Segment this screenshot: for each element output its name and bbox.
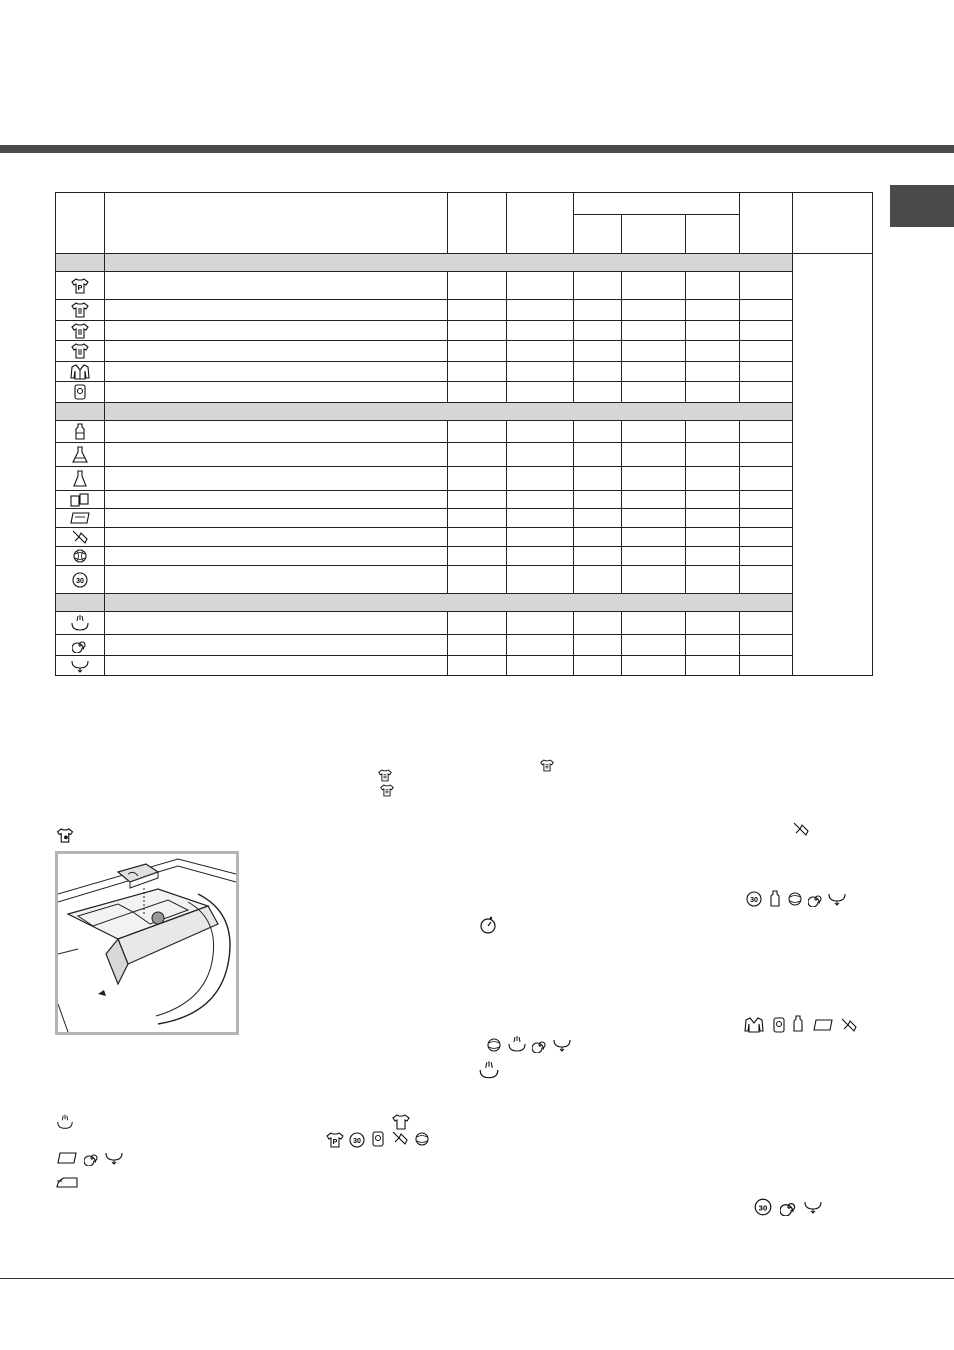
section-header-row xyxy=(56,594,873,612)
spin-icon xyxy=(808,891,824,907)
shirt-p-icon xyxy=(56,272,105,300)
header-cell-load xyxy=(507,193,574,254)
express-30-icon xyxy=(745,890,763,908)
header-cell-temp xyxy=(448,193,507,254)
table-row xyxy=(56,443,873,467)
tray-icon xyxy=(812,1018,834,1032)
svg-text:30: 30 xyxy=(750,897,758,904)
table-row xyxy=(56,566,873,594)
rinse-icon xyxy=(56,1113,74,1131)
flask-small-icon xyxy=(56,467,105,491)
wool-ball-icon xyxy=(787,891,803,907)
shirt-stain-icon xyxy=(56,828,74,843)
shirt-lines-icon xyxy=(56,300,105,321)
section-cell xyxy=(56,254,105,272)
flask-icon xyxy=(56,443,105,467)
express-30-icon xyxy=(753,1197,773,1217)
baby-bottle-icon xyxy=(768,890,782,908)
section-cell xyxy=(105,594,793,612)
tray-icon xyxy=(56,1151,78,1165)
table-row xyxy=(56,272,873,300)
table-row xyxy=(56,421,873,443)
header-cell-softener xyxy=(686,215,740,254)
shirt-lines-icon xyxy=(378,769,392,782)
drain-icon xyxy=(803,1199,823,1215)
rinse-icon xyxy=(507,1035,527,1053)
spin-icon xyxy=(56,635,105,656)
shirt-lines-icon xyxy=(56,341,105,362)
table-row xyxy=(56,362,873,382)
language-tab xyxy=(890,185,954,227)
spin-icon xyxy=(84,1150,100,1166)
table-row xyxy=(56,656,873,676)
table-row xyxy=(56,547,873,566)
table-row xyxy=(56,321,873,341)
shirt-p-icon xyxy=(326,1132,344,1148)
shirt-lines-icon xyxy=(56,321,105,341)
tray-icon xyxy=(56,509,105,528)
table-row xyxy=(56,341,873,362)
programme-table xyxy=(55,192,873,676)
baby-bottle-icon xyxy=(56,421,105,443)
header-rule xyxy=(0,145,954,153)
section-header-row xyxy=(56,254,873,272)
svg-text:30: 30 xyxy=(758,1203,768,1213)
drain-icon xyxy=(56,656,105,676)
table-row xyxy=(56,509,873,528)
header-cell-detergent-group xyxy=(574,193,740,215)
timer-icon xyxy=(478,915,498,935)
spin-icon xyxy=(532,1037,548,1053)
silk-icon xyxy=(56,528,105,547)
svg-text:30: 30 xyxy=(76,577,84,585)
baby-bottle-icon xyxy=(791,1015,805,1033)
svg-text:P: P xyxy=(332,1139,338,1146)
jacket-icon xyxy=(744,1017,764,1033)
table-row xyxy=(56,635,873,656)
header-cell-wash xyxy=(622,215,686,254)
section-cell xyxy=(56,594,105,612)
table-row xyxy=(56,491,873,509)
silk-icon xyxy=(840,1017,858,1033)
svg-text:P: P xyxy=(77,284,83,292)
table-row xyxy=(56,300,873,321)
wool-ball-icon xyxy=(486,1037,502,1053)
header-cell-prewash xyxy=(574,215,622,254)
header-cell-icon xyxy=(56,193,105,254)
express-30-icon xyxy=(56,566,105,594)
header-cell-notes xyxy=(793,193,873,254)
rinse-icon xyxy=(56,612,105,635)
garment-tag-icon xyxy=(772,1017,786,1033)
table-header-row xyxy=(56,193,873,215)
section-cell xyxy=(56,403,105,421)
shirts-pair-icon xyxy=(56,491,105,509)
drain-icon xyxy=(827,891,847,907)
spin-icon xyxy=(780,1198,798,1216)
express-30-icon xyxy=(348,1131,366,1149)
drain-icon xyxy=(104,1150,124,1166)
section-cell xyxy=(105,254,793,272)
table-row xyxy=(56,528,873,547)
rinse-icon xyxy=(478,1060,500,1080)
shirt-lines-icon xyxy=(380,784,394,797)
wool-ball-icon xyxy=(414,1131,430,1147)
svg-text:30: 30 xyxy=(353,1138,361,1145)
header-cell-duration xyxy=(740,193,793,254)
table-row xyxy=(56,612,873,635)
section-header-row xyxy=(56,403,873,421)
header-cell-programme xyxy=(105,193,448,254)
table-row xyxy=(56,382,873,403)
detergent-dispenser-illustration xyxy=(55,851,239,1035)
garment-tag-icon xyxy=(371,1131,385,1147)
shirt-lines-icon xyxy=(540,759,554,772)
shirt-silk-icon xyxy=(390,1114,412,1148)
drain-icon xyxy=(552,1037,572,1053)
silk-icon xyxy=(792,821,810,837)
table-row xyxy=(56,467,873,491)
iron-icon xyxy=(56,1175,80,1189)
jacket-icon xyxy=(56,362,105,382)
notes-column xyxy=(793,254,873,676)
footer-rule xyxy=(0,1278,954,1279)
garment-tag-icon xyxy=(56,382,105,403)
wool-ball-icon xyxy=(56,547,105,566)
section-cell xyxy=(105,403,793,421)
